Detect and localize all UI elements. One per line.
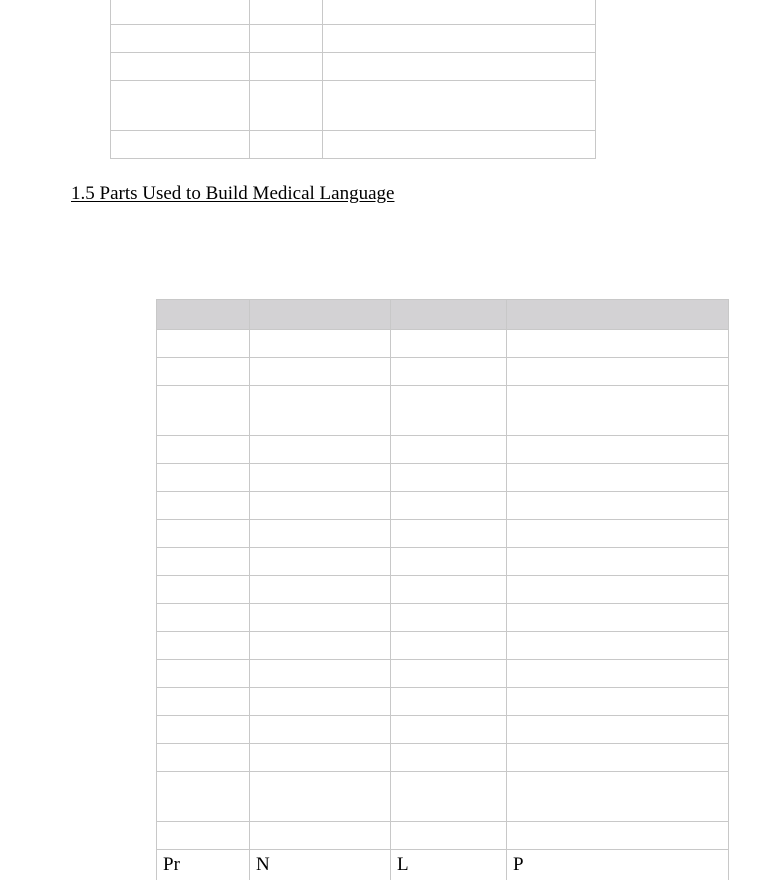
table-row (157, 548, 729, 576)
table-row-partial (157, 850, 729, 880)
table-row (157, 688, 729, 716)
table-row (157, 436, 729, 464)
word-parts-table (156, 299, 729, 880)
table-row (111, 81, 596, 131)
table-cell: P (507, 850, 729, 880)
table-header-row (157, 300, 729, 330)
table-cell: Pr (157, 850, 250, 880)
table-row (157, 772, 729, 822)
table-row (157, 604, 729, 632)
table-row (157, 632, 729, 660)
table-row (157, 520, 729, 548)
table-row (157, 330, 729, 358)
table-row (157, 464, 729, 492)
table-row (111, 53, 596, 81)
table-row (157, 358, 729, 386)
table-row (111, 25, 596, 53)
table-row (157, 576, 729, 604)
table-row (157, 822, 729, 850)
table-row (157, 716, 729, 744)
previous-table (110, 0, 596, 159)
table-row (111, 0, 596, 25)
table-row (111, 131, 596, 159)
table-row (157, 386, 729, 436)
table-cell: N (250, 850, 391, 880)
table-cell: L (391, 850, 507, 880)
table-row (157, 660, 729, 688)
table-row (157, 744, 729, 772)
table-row (157, 492, 729, 520)
section-heading: 1.5 Parts Used to Build Medical Language (71, 183, 395, 204)
